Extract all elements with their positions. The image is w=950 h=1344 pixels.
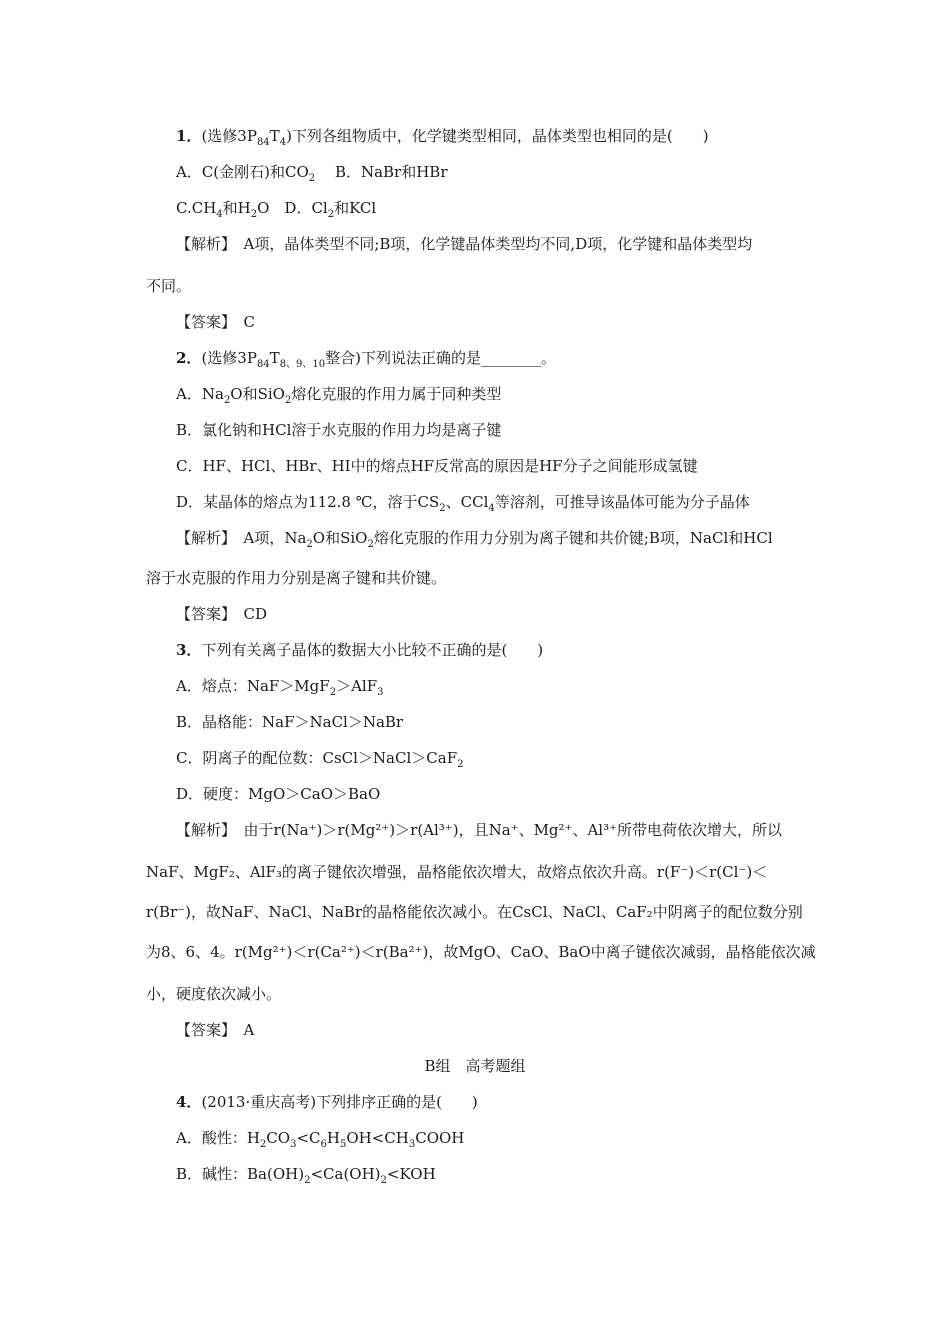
section-b-heading: B组 高考题组 [424,1057,526,1075]
q3-analysis-line3: r(Br⁻)，故NaF、NaCl、NaBr的晶格能依次减小。在CsCl、NaCl、CaF₂中阴离子的配位数分别 [146,903,803,921]
q1-option-c-d: $C.CH_4$和$H_2O$ D．$Cl_2$和KCl [176,199,377,220]
q3-analysis: 【解析】 由于r(Na⁺)＞r(Mg²⁺)＞r(Al³⁺)，且Na⁺、Mg²⁺、Al³⁺所带电荷依次增大，所以 [176,821,783,839]
q3-analysis-line4: 为8、6、4。r(Mg²⁺)＜r(Ca²⁺)＜r(Ba²⁺)，故MgO、CaO、BaO中离子键依次减弱，晶格能依次减 [146,943,816,961]
q4-stem: 4．(2013·重庆高考)下列排序正确的是( ) [176,1093,478,1111]
q3-analysis-line2: NaF、MgF₂、AlF₃的离子键依次增强，晶格能依次增大，故熔点依次升高。r(F⁻)＜r(Cl⁻)＜ [146,863,768,881]
q1-stem: 1．(选修$3P_{84}T_4$)下列各组物质中，化学键类型相同，晶体类型也相同的是( ) [176,127,709,148]
q2-option-c: C．HF、HCl、HBr、HI中的熔点HF反常高的原因是HF分子之间能形成氢键 [176,457,698,475]
q2-stem: 2．(选修$3P_{84}T_{8、9、10}$整合)下列说法正确的是________。 [176,349,556,370]
q3-option-d: D．硬度：MgO＞CaO＞BaO [176,785,381,803]
q3-option-c: C．阴离子的配位数：CsCl＞NaCl＞CaF$_2$ [176,749,464,770]
q1-answer: 【答案】 C [176,313,255,331]
q3-analysis-line5: 小，硬度依次减小。 [146,985,282,1003]
q4-option-a: A．酸性：$H_2CO_3<C_6H_5OH<CH_3COOH$ [176,1129,465,1150]
q2-option-d: D．某晶体的熔点为112.8 ℃，溶于$CS_2$、CCl$_4$等溶剂，可推导该晶体可能为分子晶体 [176,493,750,514]
q2-option-b: B．氯化钠和HCl溶于水克服的作用力均是离子键 [176,421,502,439]
q3-option-a: A．熔点：NaF＞MgF$_2$＞AlF$_3$ [176,677,384,698]
q3-number: 3． [176,641,202,659]
q1-analysis-cont: 不同。 [146,277,192,295]
q3-stem: 3．下列有关离子晶体的数据大小比较不正确的是( ) [176,641,544,659]
q1-analysis: 【解析】 A项，晶体类型不同;B项，化学键晶体类型均不同,D项，化学键和晶体类型均 [176,235,753,253]
q2-answer: 【答案】 CD [176,605,268,623]
q4-number: 4． [176,1093,202,1111]
q3-answer: 【答案】 A [176,1021,255,1039]
q3-option-b: B．晶格能：NaF＞NaCl＞NaBr [176,713,404,731]
q2-analysis-cont: 溶于水克服的作用力分别是离子键和共价键。 [146,569,447,587]
q4-option-b: B．碱性：$Ba(OH)_2<Ca(OH)_2<KOH$ [176,1165,436,1186]
q1-option-a-b: A．C(金刚石)和$CO_2$ B．NaBr和HBr [176,163,448,184]
q1-number: 1． [176,127,202,145]
q2-option-a: A．$Na_2O$和SiO$_2$熔化克服的作用力属于同种类型 [176,385,502,406]
q2-number: 2． [176,349,202,367]
q2-analysis: 【解析】 A项，$Na_2O$和SiO$_2$熔化克服的作用力分别为离子键和共价键;B项，NaCl和HCl [176,529,773,550]
